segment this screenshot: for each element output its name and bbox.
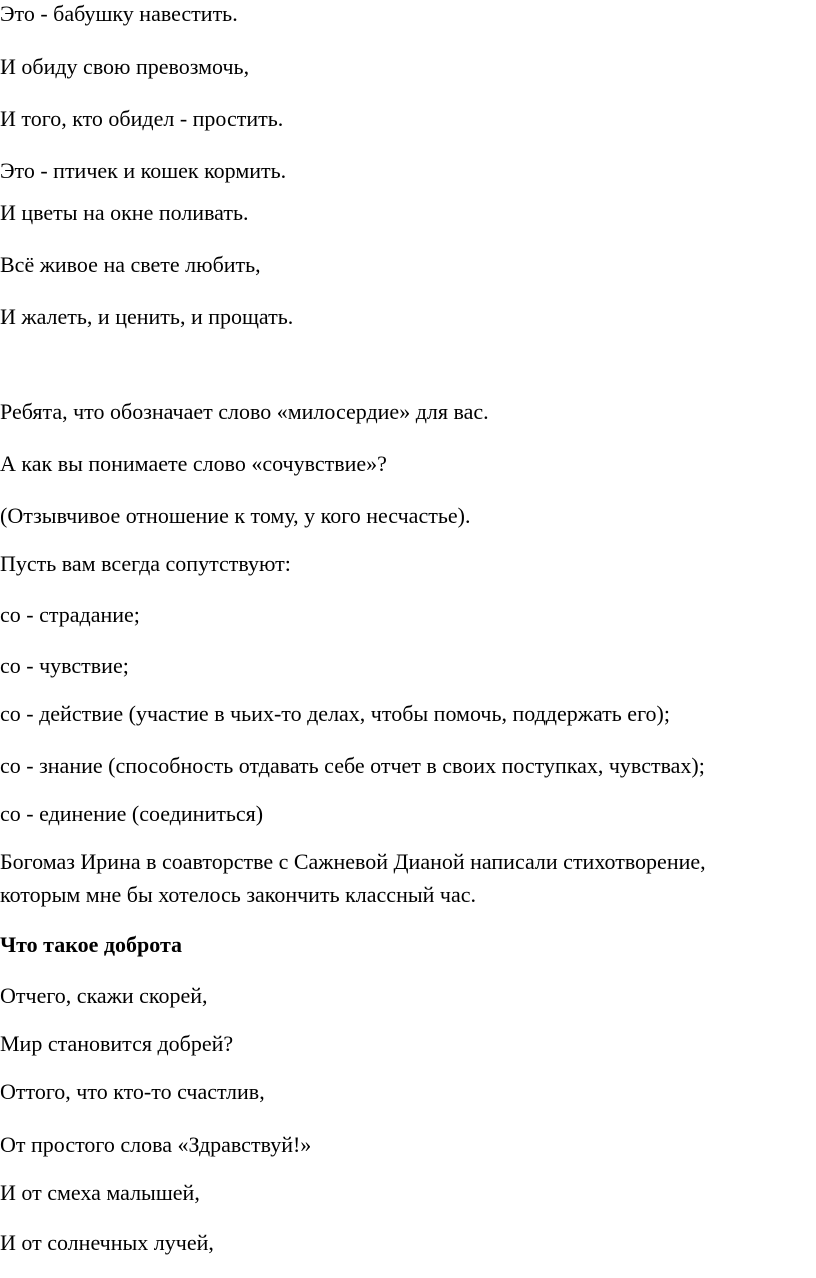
- text-line: со - действие (участие в чьих-то делах, чтобы помочь, поддержать его);: [0, 701, 670, 726]
- text-line: И жалеть, и ценить, и прощать.: [0, 304, 294, 329]
- poem-title: Что такое доброта: [0, 932, 183, 957]
- text-line: которым мне бы хотелось закончить классный час.: [0, 882, 476, 907]
- poem-line: От простого слова «Здравствуй!»: [0, 1132, 312, 1157]
- text-line: со - единение (соединиться): [0, 801, 264, 826]
- poem-line: Мир становится добрей?: [0, 1031, 234, 1056]
- text-line: И цветы на окне поливать.: [0, 200, 249, 225]
- text-line: И того, кто обидел - простить.: [0, 106, 284, 131]
- poem-line: И от солнечных лучей,: [0, 1230, 214, 1255]
- text-line: (Отзывчивое отношение к тому, у кого несчастье).: [0, 503, 471, 528]
- text-line: Это - птичек и кошек кормить.: [0, 158, 287, 183]
- text-line: Это - бабушку навестить.: [0, 1, 238, 26]
- text-line: со - знание (способность отдавать себе отчет в своих поступках, чувствах);: [0, 753, 705, 778]
- text-line: Пусть вам всегда сопутствуют:: [0, 551, 291, 576]
- text-line: Всё живое на свете любить,: [0, 252, 261, 277]
- text-line: И обиду свою превозмочь,: [0, 54, 250, 79]
- text-line: со - страдание;: [0, 602, 140, 627]
- text-line: А как вы понимаете слово «сочувствие»?: [0, 451, 387, 476]
- poem-line: Отчего, скажи скорей,: [0, 983, 208, 1008]
- text-line: со - чувствие;: [0, 653, 129, 678]
- text-line: Богомаз Ирина в соавторстве с Сажневой Дианой написали стихотворение,: [0, 849, 706, 874]
- poem-line: И от смеха малышей,: [0, 1180, 200, 1205]
- text-line: Ребята, что обозначает слово «милосердие» для вас.: [0, 399, 489, 424]
- poem-line: Оттого, что кто-то счастлив,: [0, 1079, 265, 1104]
